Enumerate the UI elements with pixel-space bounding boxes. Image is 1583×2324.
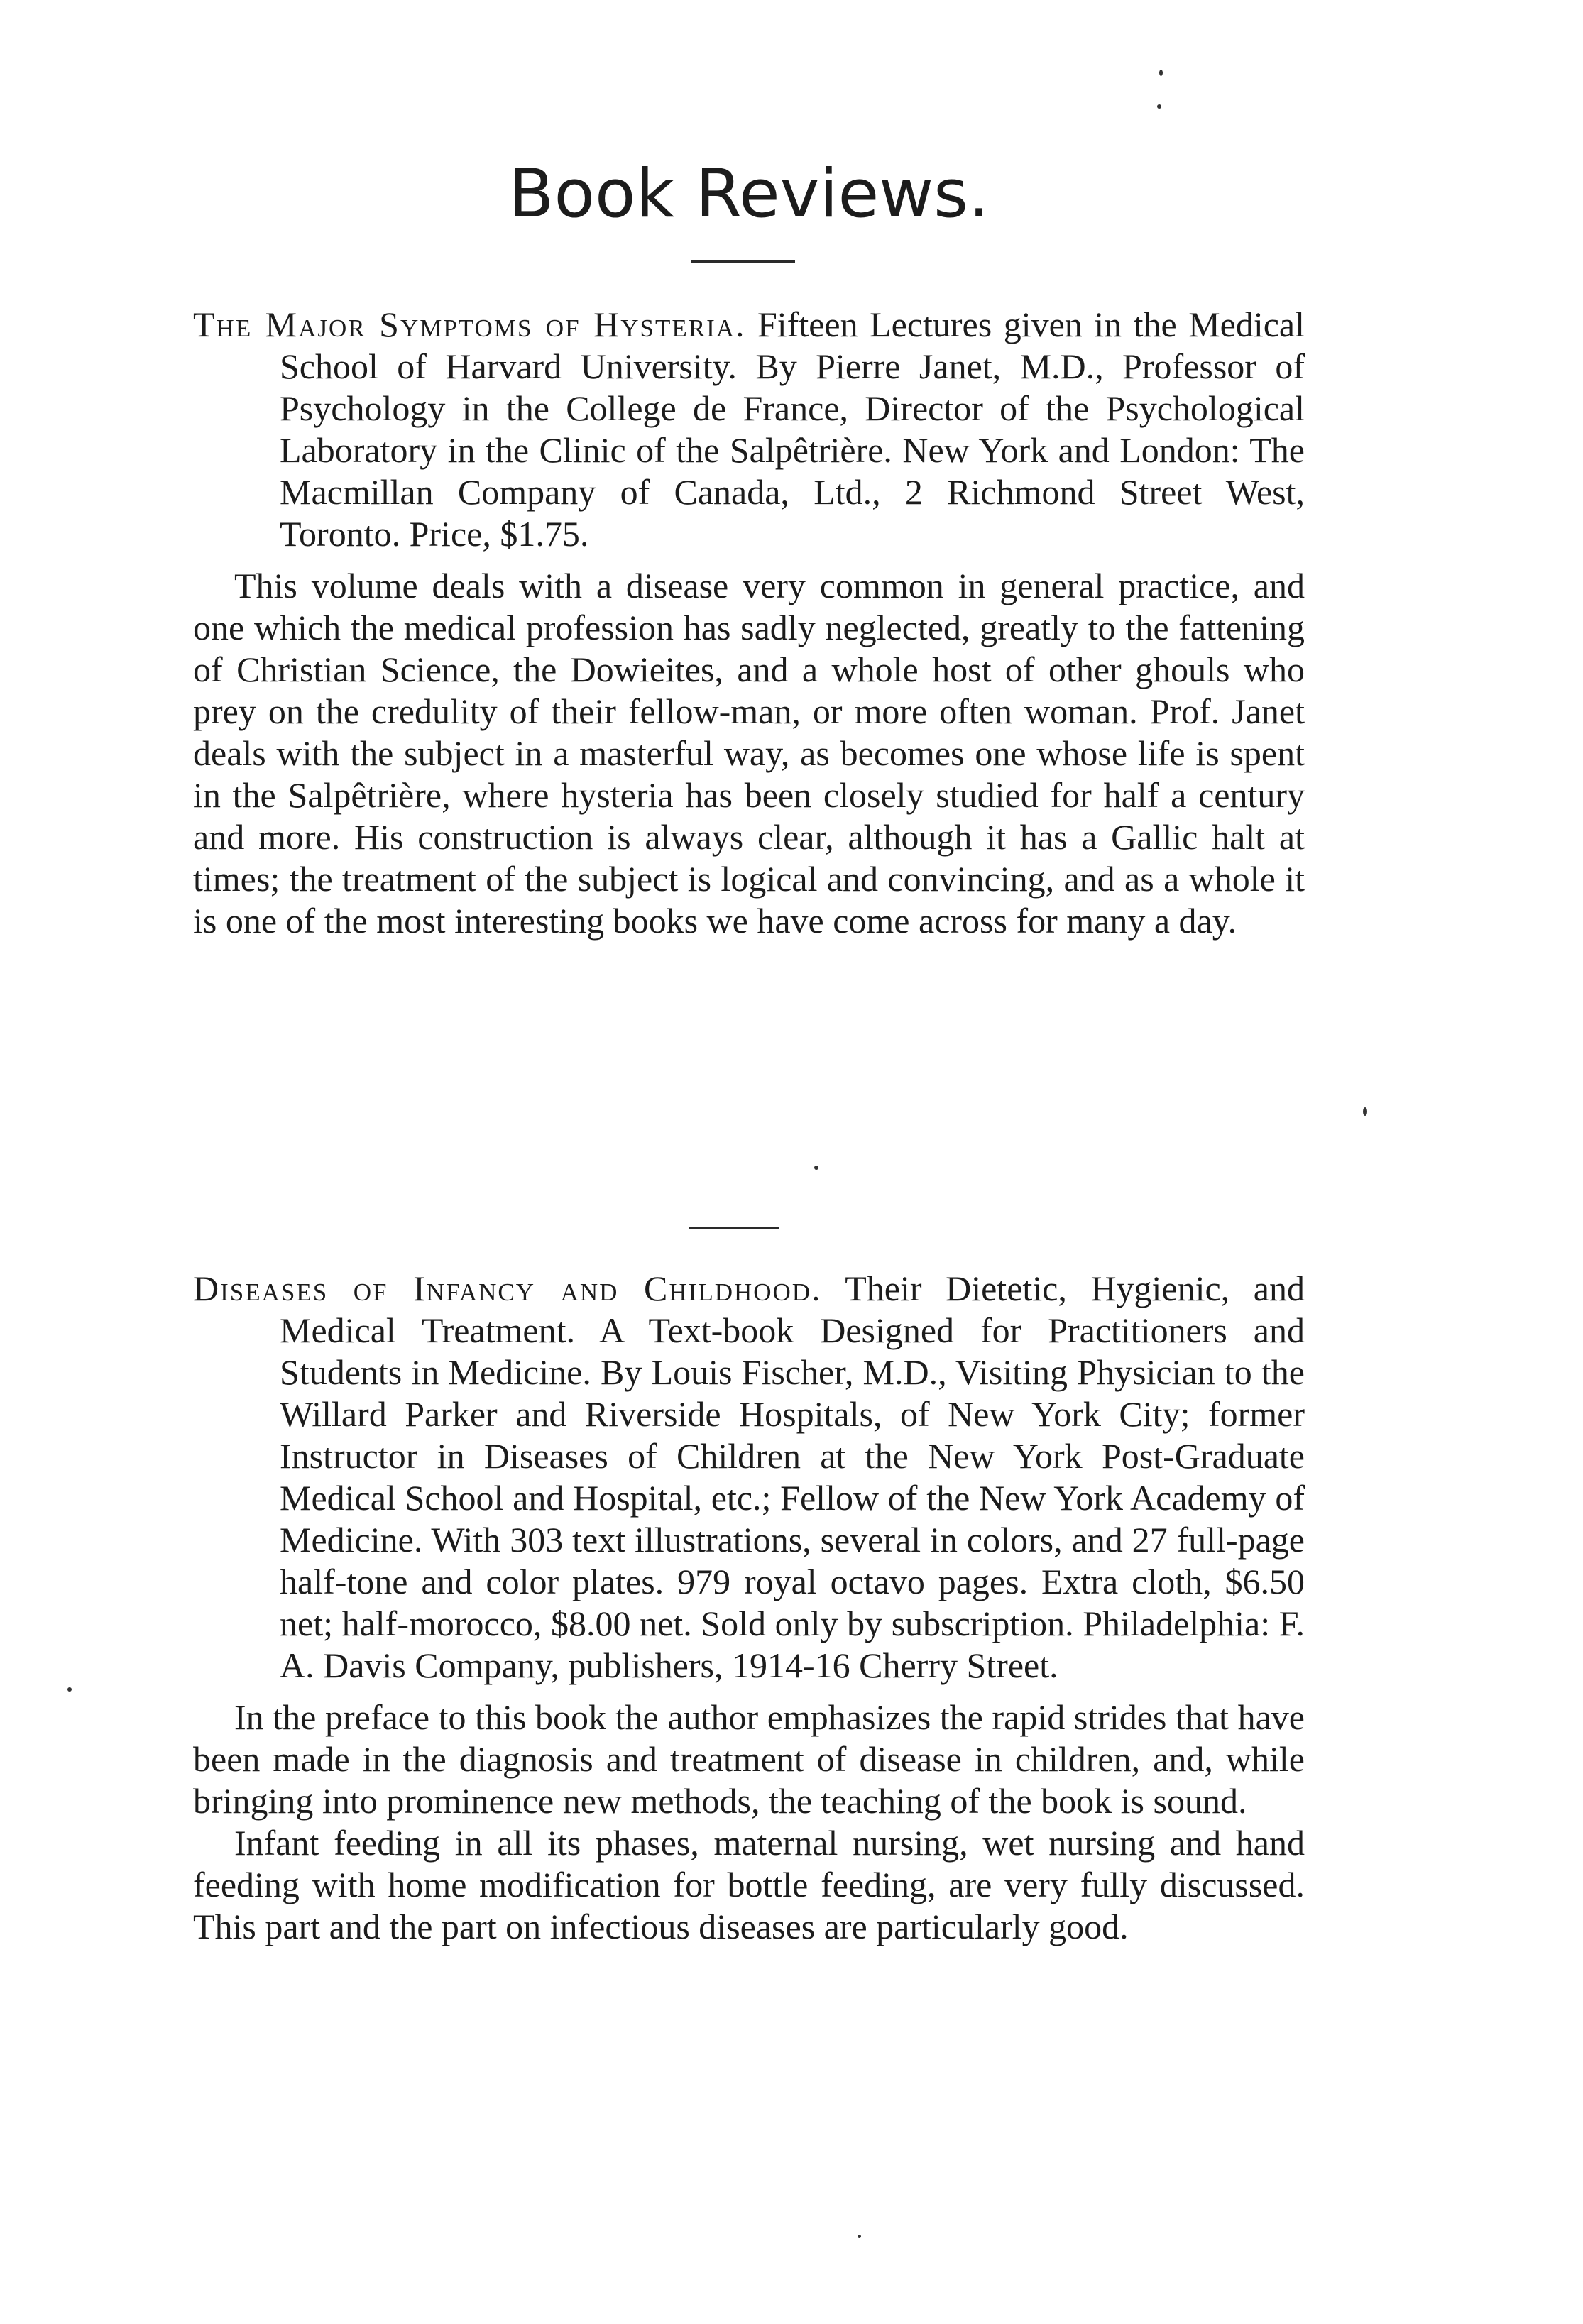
review-book-title: The Major Symptoms of Hysteria. [193,305,746,344]
review-heading [193,304,1305,555]
title-divider [691,260,795,263]
scan-speck [67,1687,72,1692]
scan-speck [814,1166,818,1170]
scan-speck [858,2235,861,2238]
review-paragraph: This volume deals with a disease very common in general practice, and one which the medical profession has sadly neglected, greatly to the fattening of Christian Science, the Dowieites, and a whole host of other ghouls who prey on the credulity of their fellow-man, or more often woman. Prof. Janet deals with the subject in a masterful way, as becomes one whose life is spent in the Salpêtrière, where hysteria has been closely studied for half a century and more. His construction is always clear, although it has a Gallic halt at times; the treatment of the subject is logical and convincing, and as a whole it is one of the most interesting books we have come across for many a day. [193,566,1305,941]
review-book-title: Diseases of Infancy and Childhood. [193,1268,822,1308]
scan-speck [1363,1107,1367,1116]
review-book-details: Fifteen Lectures given in the Medical School of Harvard University. By Pierre Janet, M.D., Professor of Psychology in the College de France, Director of the Psychological Laboratory in the Clinic of the Salpêtrière. New York and London: The Macmillan Company of Canada, Ltd., 2 Richmond Street West, Toronto. Price, $1.75. [280,305,1305,554]
review-paragraph: Infant feeding in all its phases, maternal nursing, wet nursing and hand feeding with home modification for bottle feeding, are very fully discussed. This part and the part on infectious diseases are particularly good. [193,1823,1305,1946]
review-hysteria [193,304,1305,942]
book-reviews-page [193,0,1305,2324]
review-paragraph: In the preface to this book the author emphasizes the rapid strides that have been made in the diagnosis and treatment of disease in children, and, while bringing into prominence new methods, the teaching of the book is sound. [193,1697,1305,1821]
scan-speck [1157,104,1161,109]
page-title: Book Reviews. [508,155,990,233]
review-heading [193,1268,1305,1687]
scan-speck [1159,70,1163,76]
review-infancy-childhood [193,1268,1305,1948]
section-divider [689,1227,779,1229]
review-book-details: Their Dietetic, Hygienic, and Medical Treatment. A Text-book Designed for Practitioners and Students in Medicine. By Louis Fischer, M.D., Visiting Physician to the Willard Parker and Riverside Hospitals, of New York City; former Instructor in Diseases of Children at the New York Post-Graduate Medical School and Hospital, etc.; Fellow of the New York Academy of Medicine. With 303 text illustrations, several in colors, and 27 full-page half-tone and color plates. 979 royal octavo pages. Extra cloth, $6.50 net; half-morocco, $8.00 net. Sold only by subscription. Philadelphia: F. A. Davis Company, publishers, 1914-16 Cherry Street. [280,1268,1305,1685]
